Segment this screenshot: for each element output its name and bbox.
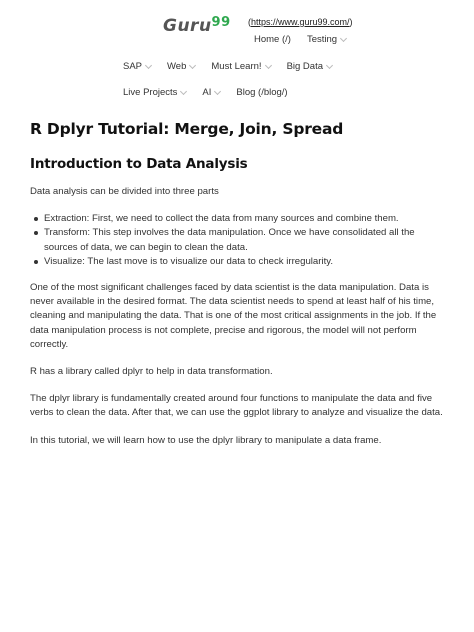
logo-text: Guru bbox=[163, 16, 212, 36]
nav-row-main bbox=[123, 61, 348, 72]
list-item: Extraction: First, we need to collect the data from many sources and combine them. bbox=[30, 212, 450, 226]
body-paragraph: R has a library called dplyr to help in data transformation. bbox=[30, 366, 273, 378]
site-url[interactable]: (https://www.guru99.com/) bbox=[248, 17, 353, 27]
chevron-down-icon bbox=[265, 61, 272, 68]
nav-item-testing[interactable] bbox=[307, 34, 346, 45]
nav-item-label: Must Learn! bbox=[211, 61, 262, 72]
chevron-down-icon bbox=[340, 34, 347, 41]
page-title: R Dplyr Tutorial: Merge, Join, Spread bbox=[30, 120, 344, 138]
nav-item-live-projects[interactable] bbox=[123, 87, 186, 98]
guru99-logo[interactable] bbox=[163, 16, 231, 36]
section-heading: Introduction to Data Analysis bbox=[30, 156, 248, 172]
nav-row-top bbox=[254, 34, 362, 45]
chevron-down-icon bbox=[326, 61, 333, 68]
chevron-down-icon bbox=[214, 87, 221, 94]
list-item: Visualize: The last move is to visualize our data to check irregularity. bbox=[30, 255, 450, 269]
nav-row-secondary bbox=[123, 87, 304, 98]
nav-item-label: Testing bbox=[306, 34, 338, 45]
body-paragraph: In this tutorial, we will learn how to use the dplyr library to manipulate a data frame. bbox=[30, 434, 382, 446]
body-paragraph: One of the most significant challenges faced by data scientist is the data manipulation. Data is never available in the desired format. The data scientist needs to spend at least half of his time, cleaning and manipulating the data. That is one of the most critical assignments in the job. If the data manipulation process is not complete, precise and rigorous, the model will not perform correctly. bbox=[30, 282, 437, 350]
chevron-down-icon bbox=[145, 61, 152, 68]
chevron-down-icon bbox=[180, 87, 187, 94]
nav-item-label: AI bbox=[202, 87, 212, 98]
nav-item-must-learn[interactable] bbox=[211, 61, 270, 72]
body-paragraph: The dplyr library is fundamentally created around four functions to manipulate the data and five verbs to clean the data. After that, we can use the ggplot library to analyze and visualize the data. bbox=[30, 393, 443, 419]
nav-item-blog[interactable] bbox=[236, 87, 287, 98]
site-url-link[interactable]: https://www.guru99.com/ bbox=[251, 17, 350, 27]
article-content bbox=[30, 120, 450, 461]
nav-item-sap[interactable] bbox=[123, 61, 151, 72]
nav-item-label: SAP bbox=[123, 61, 143, 72]
nav-item-label: Live Projects bbox=[123, 87, 178, 98]
nav-item-ai[interactable] bbox=[202, 87, 220, 98]
data-analysis-steps-list bbox=[30, 212, 450, 269]
site-header bbox=[0, 0, 474, 110]
intro-paragraph: Data analysis can be divided into three parts bbox=[30, 186, 219, 197]
nav-item-web[interactable] bbox=[167, 61, 195, 72]
logo-number: 99 bbox=[211, 15, 231, 30]
nav-item-label: Home (/) bbox=[254, 34, 291, 45]
nav-item-home[interactable] bbox=[254, 34, 291, 45]
nav-item-label: Web bbox=[167, 61, 187, 72]
list-item: Transform: This step involves the data manipulation. Once we have consolidated all the sources of data, we can begin to clean the data. bbox=[30, 226, 450, 254]
nav-item-label: Blog (/blog/) bbox=[236, 87, 288, 98]
nav-item-big-data[interactable] bbox=[287, 61, 332, 72]
nav-item-label: Big Data bbox=[286, 61, 323, 72]
chevron-down-icon bbox=[189, 61, 196, 68]
